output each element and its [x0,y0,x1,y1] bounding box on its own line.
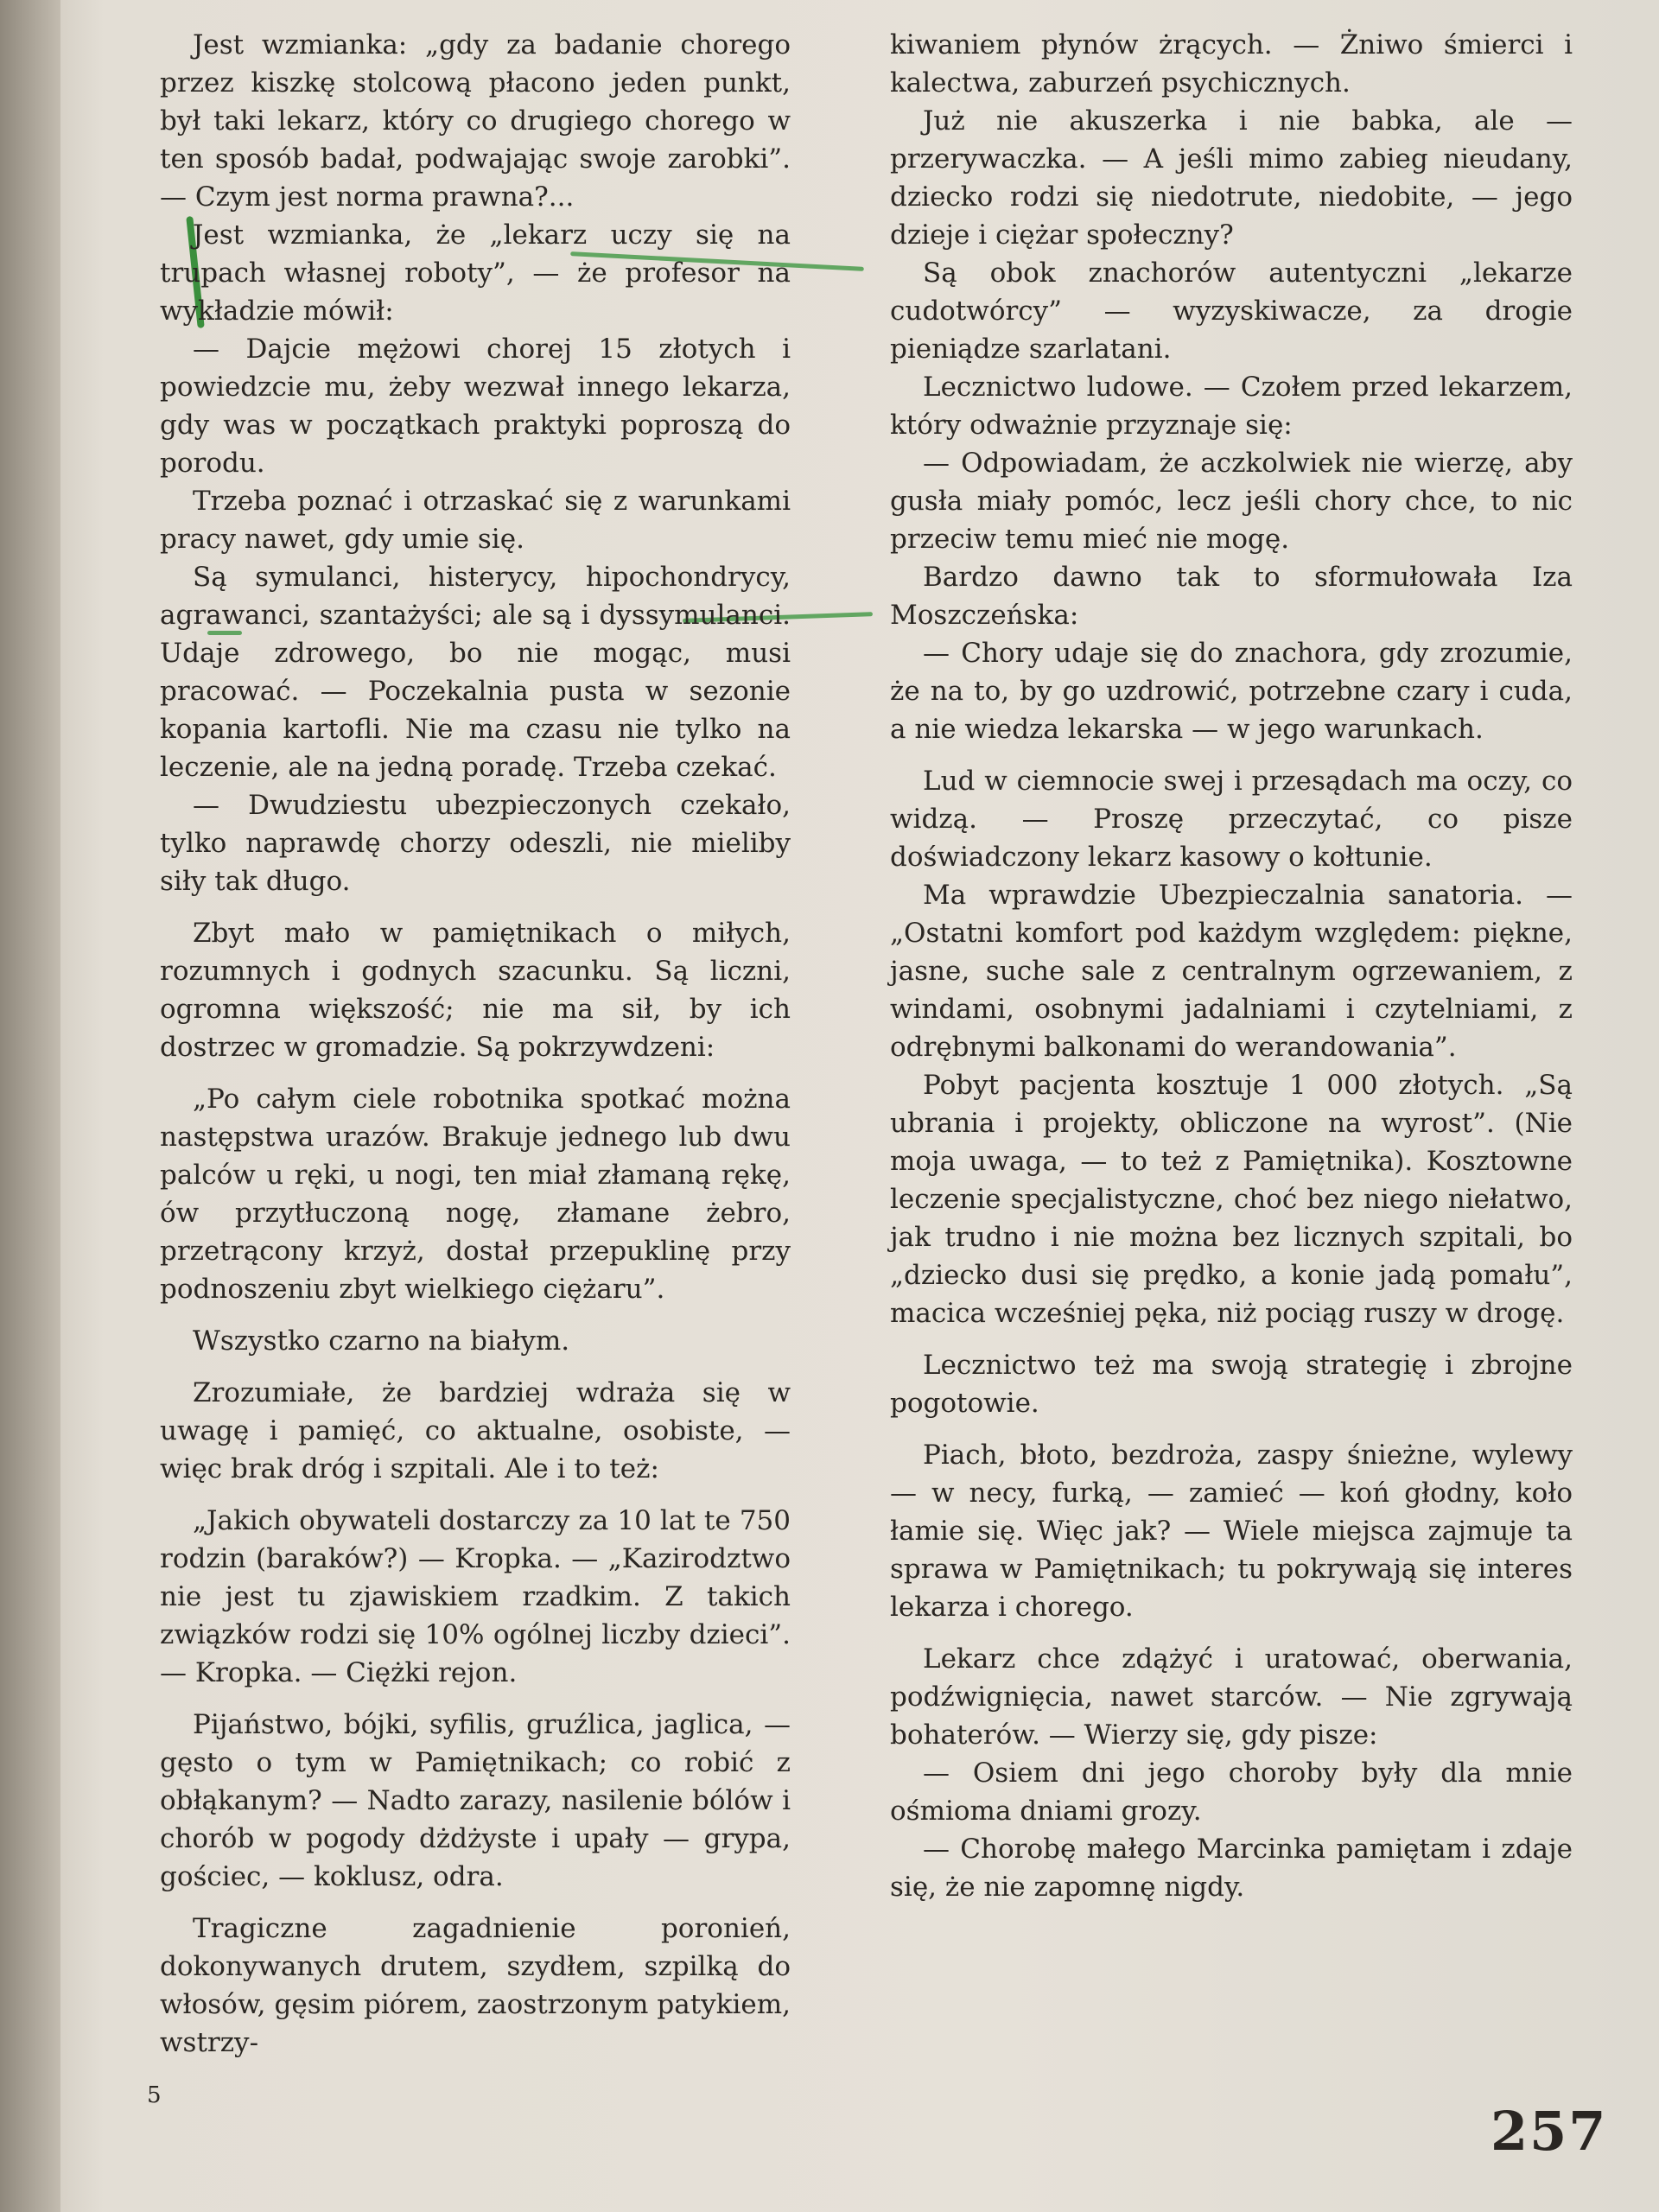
paragraph: Piach, błoto, bezdroża, zaspy śnieżne, wylewy — w necy, furką, — zamieć — koń głodny, koło łamie się. Więc jak? — Wiele miejsca zajmuje ta sprawa w Pamiętnikach; tu pokrywają się interes lekarza i chorego. [890,1440,1573,1623]
paragraph: Lecznictwo też ma swoją strategię i zbrojne pogotowie. [890,1350,1573,1419]
paragraph: Wszystko czarno na białym. [193,1325,570,1357]
paragraph: Ma wprawdzie Ubezpieczalnia sanatoria. — „Ostatni komfort pod każdym względem: piękne, jasne, suche sale z centralnym ogrzewaniem, z windami, osobnymi jadalniami i czytelniami, z odrębnymi balkonami do werandowania”. [890,880,1573,1063]
book-spine [0,0,60,2212]
paragraph: Trzeba poznać i otrzaskać się z warunkami pracy nawet, gdy umie się. [160,486,791,555]
left-column [160,26,791,2062]
paragraph: — Dajcie mężowi chorej 15 złotych i powiedzcie mu, żeby wezwał innego lekarza, gdy was w początkach praktyki poproszą do porodu. [160,334,791,479]
paragraph: Lecznictwo ludowe. — Czołem przed lekarzem, który odważnie przyznaje się: [890,372,1573,441]
paragraph: Tragiczne zagadnienie poronień, dokonywanych drutem, szydłem, szpilką do włosów, gęsim piórem, zaostrzonym patykiem, wstrzy- [160,1913,791,2058]
paragraph: — Dwudziestu ubezpieczonych czekało, tylko naprawdę chorzy odeszli, nie mieliby siły tak długo. [160,790,791,897]
page-number: 257 [1491,2100,1608,2163]
paragraph: Zbyt mało w pamiętnikach o miłych, rozumnych i godnych szacunku. Są liczni, ogromna większość; nie ma sił, by ich dostrzec w gromadzie. Są pokrzywdzeni: [160,918,791,1063]
paragraph: Są symulanci, histerycy, hipochondrycy, agrawanci, szantażyści; ale są i dyssymulanci. Udaje zdrowego, bo nie mogąc, musi pracować. — Poczekalnia pusta w sezonie kopania kartofli. Nie ma czasu nie tylko na leczenie, ale na jedną poradę. Trzeba czekać. [160,562,791,783]
paragraph: „Jakich obywateli dostarczy za 10 lat te 750 rodzin (baraków?) — Kropka. — „Kazirodztwo nie jest tu zjawiskiem rzadkim. Z takich związków rodzi się 10% ogólnej liczby dzieci”. — Kropka. — Ciężki rejon. [160,1505,791,1688]
right-column [890,26,1573,1906]
paragraph: Pobyt pacjenta kosztuje 1 000 złotych. „Są ubrania i projekty, obliczone na wyrost”. (Nie moja uwaga, — to też z Pamiętnika). Kosztowne leczenie specjalistyczne, choć bez niego niełatwo, jak trudno i nie można bez licznych szpitali, bo „dziecko dusi się prędko, a konie jadą pomału”, macica wcześniej pęka, niż pociąg ruszy w drogę. [890,1070,1573,1329]
paragraph: — Osiem dni jego choroby były dla mnie ośmioma dniami grozy. [890,1758,1573,1827]
paragraph: Zrozumiałe, że bardziej wdraża się w uwagę i pamięć, co aktualne, osobiste, — więc brak dróg i szpitali. Ale i to też: [160,1377,791,1484]
printer-signature-mark: 5 [147,2082,162,2108]
paragraph: Pijaństwo, bójki, syfilis, gruźlica, jaglica, — gęsto o tym w Pamiętnikach; co robić z obłąkanym? — Nadto zarazy, nasilenie bólów i chorób w pogody dżdżyste i upały — grypa, gościec, — koklusz, odra. [160,1709,791,1892]
paragraph: Już nie akuszerka i nie babka, ale — przerywaczka. — A jeśli mimo zabieg nieudany, dziecko rodzi się niedotrute, niedobite, — jego dzieje i ciężar społeczny? [890,105,1573,251]
paragraph: Są obok znachorów autentyczni „lekarze cudotwórcy” — wyzyskiwacze, za drogie pieniądze szarlatani. [890,257,1573,365]
paragraph: kiwaniem płynów żrących. — Żniwo śmierci i kalectwa, zaburzeń psychicznych. [890,29,1573,99]
paragraph: Lekarz chce zdążyć i uratować, oberwania, podźwignięcia, nawet starców. — Nie zgrywają bohaterów. — Wierzy się, gdy pisze: [890,1643,1573,1751]
paragraph: Jest wzmianka: „gdy za badanie chorego przez kiszkę stolcową płacono jeden punkt, był taki lekarz, który co drugiego chorego w ten sposób badał, podwajając swoje zarobki”. — Czym jest norma prawna?... [160,29,791,213]
paragraph: „Po całym ciele robotnika spotkać można następstwa urazów. Brakuje jednego lub dwu palców u ręki, u nogi, ten miał złamaną rękę, ów przytłuczoną nogę, złamane żebro, przetrącony krzyż, dostał przepuklinę przy podnoszeniu zbyt wielkiego ciężaru”. [160,1084,791,1305]
paragraph: — Chorobę małego Marcinka pamiętam i zdaje się, że nie zapomnę nigdy. [890,1834,1573,1903]
paragraph: — Chory udaje się do znachora, gdy zrozumie, że na to, by go uzdrowić, potrzebne czary i cuda, a nie wiedza lekarska — w jego warunkach. [890,638,1573,745]
paragraph: Jest wzmianka, że „lekarz uczy się na trupach własnej roboty”, — że profesor na wykładzie mówił: [160,219,791,327]
paragraph: Bardzo dawno tak to sformułowała Iza Moszczeńska: [890,562,1573,631]
paragraph: — Odpowiadam, że aczkolwiek nie wierzę, aby gusła miały pomóc, lecz jeśli chory chce, to nic przeciw temu mieć nie mogę. [890,448,1573,555]
paragraph: Lud w ciemnocie swej i przesądach ma oczy, co widzą. — Proszę przeczytać, co pisze doświadczony lekarz kasowy o kołtunie. [890,766,1573,873]
